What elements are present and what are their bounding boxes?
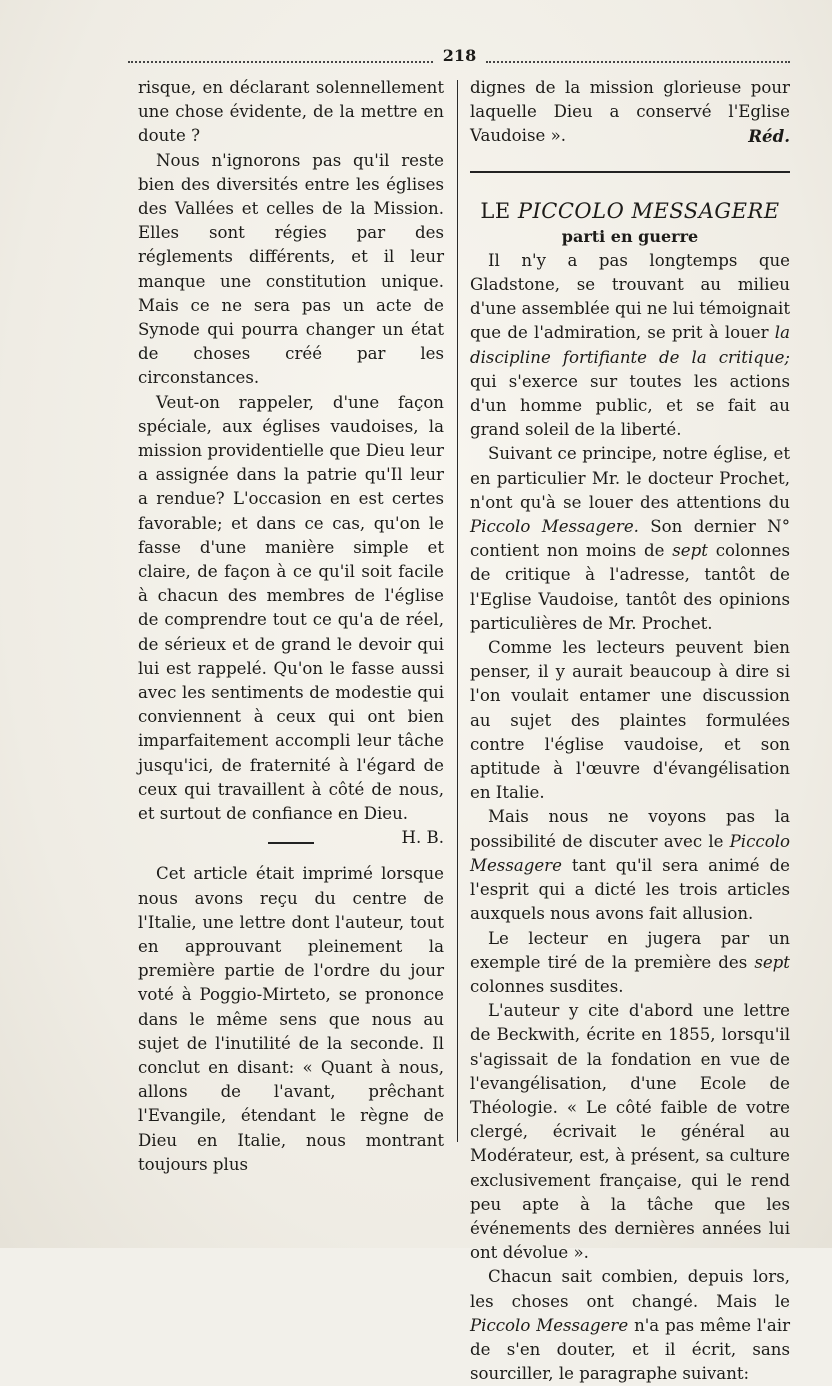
article-title-italic: PICCOLO MESSAGERE: [517, 198, 780, 223]
signature-red: Réd.: [748, 126, 790, 147]
right-paragraph-2-emphasis: la discipline fortifiante de la critique;: [470, 323, 790, 367]
column-divider: [457, 80, 458, 1142]
right-paragraph-3: [470, 442, 790, 636]
right-paragraph-8-b: n'a pas même l'air de s'en douter, et il écrit, sans sourciller, le paragraphe suivant:: [470, 1315, 790, 1384]
section-separator-rule: [470, 171, 790, 173]
right-paragraph-3-c: colonnes de critique à l'adresse, tantôt de l'Eglise Vaudoise, tantôt des opinions particulières de Mr. Prochet.: [470, 541, 790, 633]
left-paragraph-3-text: Veut-on rappeler, d'une façon spéciale, aux églises vaudoises, la mission providentielle que Dieu leur a assignée dans la patrie qu'Il leur a rendue? L'occasion en est certes favorable; et dans ce cas, qu'on le fasse d'une manière simple et claire, de façon à ce qu'il soit facile à chacun des membres de l'église de comprendre tout ce qu'a de réel, de sérieux et de grand le devoir qui lui est rappelé. Qu'on le fasse aussi avec les sentiments de modestie qui conviennent à ceux qui ont bien imparfaitement accompli leur tâche jusqu'ici, de fraternité à l'égard de ceux qui travaillent à côté de nous, et surtout de confiance en Dieu.: [138, 392, 444, 824]
right-paragraph-8-emphasis: Piccolo Messagere: [470, 1315, 629, 1335]
header-rule-right: [486, 61, 790, 63]
right-column: [470, 76, 790, 1386]
right-paragraph-3-emphasis-2: sept: [672, 541, 708, 561]
right-paragraph-5-a: Mais nous ne voyons pas la possibilité de discuter avec le: [470, 807, 790, 851]
right-paragraph-1: [470, 76, 790, 149]
right-paragraph-4: Comme les lecteurs peuvent bien penser, il y aurait beaucoup à dire si l'on voulait entamer une discussion au sujet des plaintes formulées contre l'église vaudoise, et son aptitude à l'œuvre d'évangélisation en Italie.: [470, 638, 790, 803]
right-paragraph-5-b: tant qu'il sera animé de l'esprit qui a dicté les trois articles auxquels nous avons fait allusion.: [470, 855, 790, 924]
left-paragraph-1: risque, en déclarant solennellement une chose évidente, de la mettre en doute ?: [138, 78, 444, 146]
right-paragraph-5: [470, 805, 790, 926]
signature-hb: H. B.: [401, 828, 444, 848]
page-number: 218: [442, 46, 477, 65]
article-title: [470, 197, 790, 225]
right-paragraph-3-b: Son dernier N° contient non moins de: [470, 517, 791, 561]
left-paragraph-2: Nous n'ignorons pas qu'il reste bien des diversités entre les églises des Vallées et celles de la Mission. Elles sont régies par des réglements différents, et il leur manque une constitution unique. Mais ce ne sera pas un acte de Synode qui pourra changer un état de choses créé par les circonstances.: [138, 150, 444, 388]
right-paragraph-6-a: Le lecteur en jugera par un exemple tiré de la première des: [470, 928, 790, 972]
right-paragraph-8-a: Chacun sait combien, depuis lors, les choses ont changé. Mais le: [470, 1267, 790, 1311]
right-paragraph-8: [470, 1265, 790, 1386]
left-paragraph-4: Cet article était imprimé lorsque nous avons reçu du centre de l'Italie, une lettre dont l'auteur, tout en approuvant pleinement la première partie de l'ordre du jour voté à Poggio-Mirteto, se prononce dans le même sens que nous au sujet de l'inutilité de la seconde. Il conclut en disant: « Quant à nous, allons de l'avant, prêchant l'Evangile, étendant le règne de Dieu en Italie, nous montrant toujours plus: [138, 864, 444, 1174]
header-rule-left: [128, 61, 433, 63]
right-paragraph-6-b: colonnes susdites.: [470, 976, 624, 996]
right-paragraph-3-emphasis: Piccolo Messagere.: [470, 517, 639, 537]
right-paragraph-2-b: qui s'exerce sur toutes les actions d'un homme public, et se fait au grand soleil de la liberté.: [470, 371, 790, 440]
right-paragraph-3-a: Suivant ce principe, notre église, et en particulier Mr. le docteur Prochet, n'ont qu'à se louer des attentions du: [470, 444, 790, 512]
right-paragraph-6-emphasis: sept: [754, 952, 790, 972]
right-paragraph-6: [470, 927, 790, 1000]
page-header: [128, 46, 790, 68]
short-separator-rule: [268, 842, 314, 844]
article-title-prefix: LE: [480, 198, 511, 223]
left-paragraph-3: [138, 391, 444, 848]
right-paragraph-1-text: dignes de la mission glorieuse pour laquelle Dieu a conservé l'Eglise Vaudoise ».: [470, 78, 790, 146]
right-paragraph-5-emphasis: Piccolo Messagere: [470, 831, 790, 875]
article-subtitle: parti en guerre: [561, 226, 699, 246]
right-paragraph-7: L'auteur y cite d'abord une lettre de Beckwith, écrite en 1855, lorsqu'il s'agissait de la fondation en vue de l'evangélisation, d'une Ecole de Théologie. « Le côté faible de votre clergé, écrivait le général au Modérateur, est, à présent, sa culture exclusivement française, qui le rend peu apte à la tâche que les événements des dernières années lui ont dévolue ».: [470, 1001, 790, 1263]
left-column: [138, 76, 444, 1177]
right-paragraph-2: [470, 249, 790, 443]
right-paragraph-2-a: Il n'y a pas longtemps que Gladstone, se trouvant au milieu d'une assemblée qui ne lui témoignait que de l'admiration, se prit à louer: [470, 250, 790, 343]
